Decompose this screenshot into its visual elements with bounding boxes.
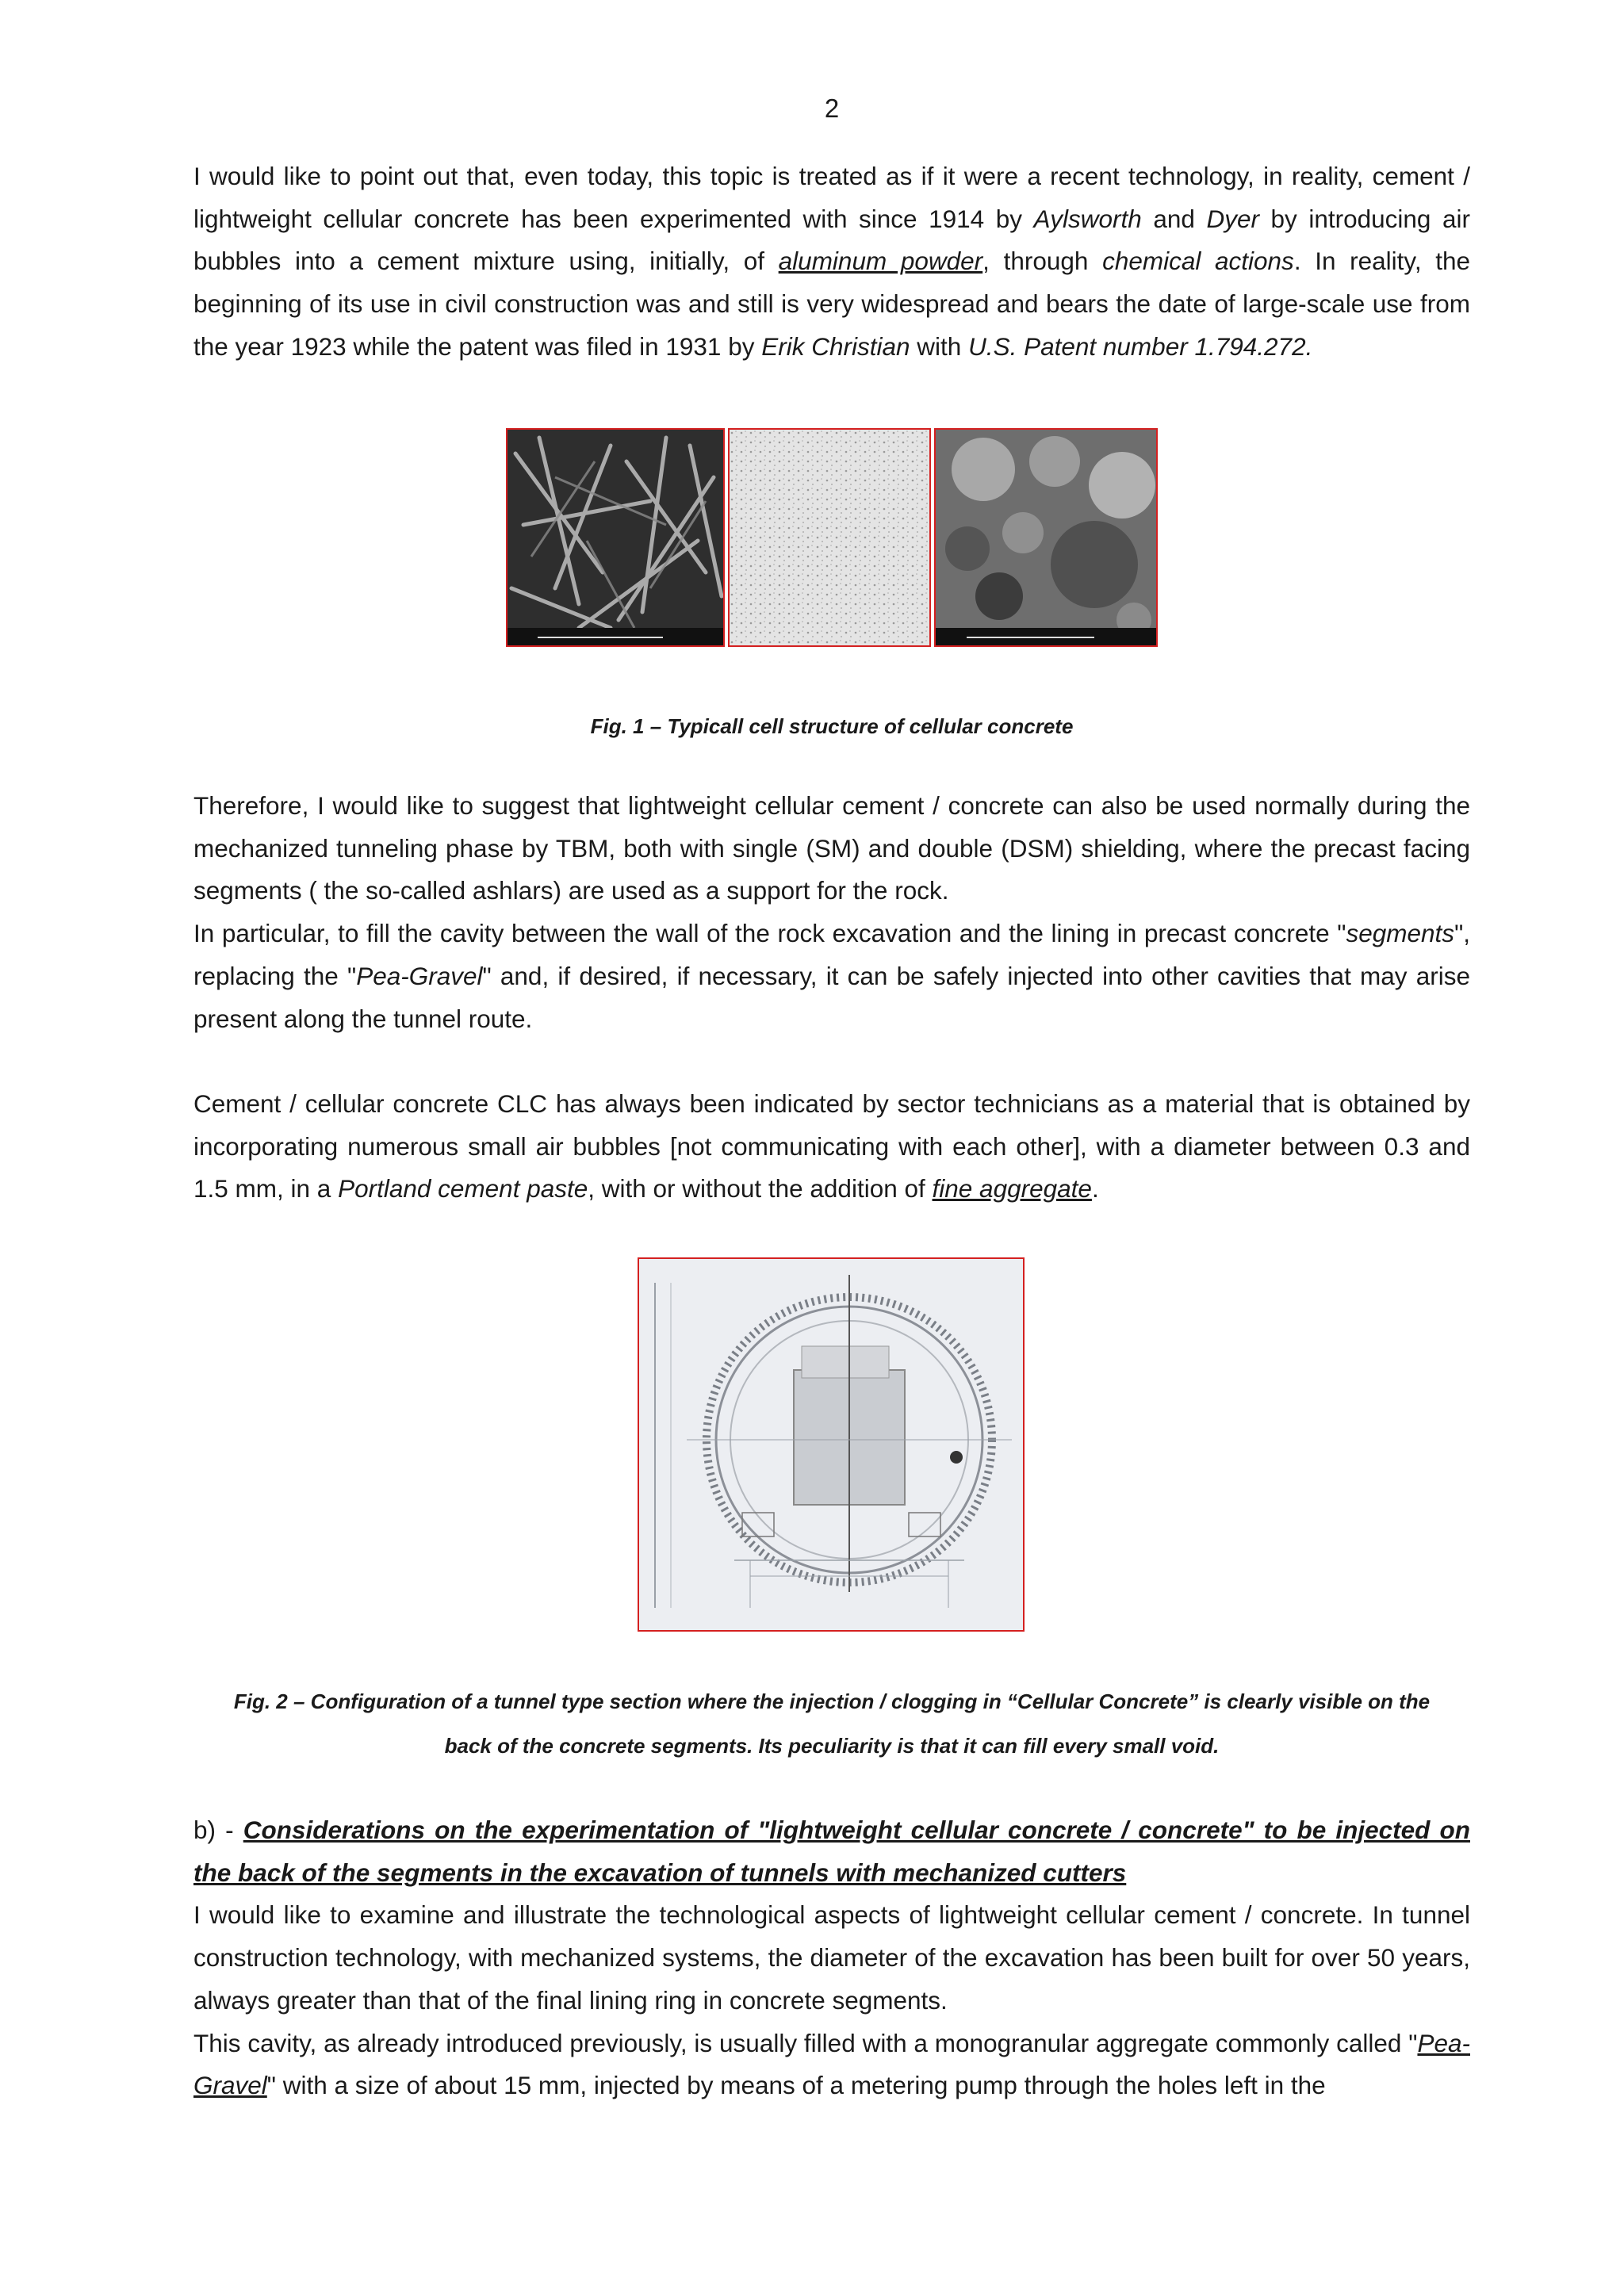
section-b-p2-text-1: This cavity, as already introduced previously, is usually filled with a monogranular aggregate commonly called " (193, 2028, 1418, 2057)
para1-text-2: and (1141, 204, 1207, 233)
figure-1-caption: Fig. 1 – Typicall cell structure of cellular concrete (590, 714, 1074, 738)
para4-text-2: , with or without the addition of (588, 1174, 933, 1203)
segments-term: segments (1346, 919, 1455, 948)
section-b-p2-text-2: " with a size of about 15 mm, injected by means of a metering pump through the holes left in the (266, 2071, 1326, 2100)
tbm-suggestion-text: Therefore, I would like to suggest that lightweight cellular cement / concrete can also be used normally during the mechanized tunneling phase by TBM, both with single (SM) and double (DSM) shielding, where the precast facing segments ( the so-called ashlars) are used as a support for the rock. (193, 791, 1470, 905)
micrograph-macro-pores-image (934, 428, 1158, 647)
figure-2-caption-line-2: back of the concrete segments. Its peculiarity is that it can fill every small void. (444, 1734, 1220, 1758)
page-number: 2 (824, 94, 840, 123)
para1-text-5: . In reality, the beginning of its use in civil construction was and still is very widespread and bears the date of large-scale use from the year 1923 while the patent was filed in 1931 by (193, 247, 1470, 361)
figure-2-caption-line-1: Fig. 2 – Configuration of a tunnel type section where the injection / clogging in “Cellular Concrete” is clearly visible on the (233, 1689, 1431, 1713)
name-aylsworth: Aylsworth (1033, 204, 1142, 233)
pea-gravel-link[interactable]: Pea-Gravel (193, 2028, 1470, 2100)
section-b-prefix: b) - (193, 1816, 243, 1844)
para4-text-1: Cement / cellular concrete CLC has always been indicated by sector technicians as a material that is obtained by incorporating numerous small air bubbles [not communicating with each other], with a diameter between 0.3 and 1.5 mm, in a (193, 1089, 1470, 1203)
tunnel-section-drawing (638, 1257, 1025, 1632)
patent-number: U.S. Patent number 1.794.272. (968, 331, 1313, 361)
pea-gravel-term: Pea-Gravel (356, 961, 483, 990)
clc-definition-paragraph (193, 1083, 1470, 1211)
para1-text-3: by introducing air bubbles into a cement mixture using, initially, of (193, 204, 1471, 276)
para3-text-2: ", replacing the " (193, 919, 1470, 990)
cavity-filling-text (193, 913, 1470, 1040)
intro-paragraph (193, 155, 1470, 369)
figure-2-caption (193, 1679, 1470, 1768)
section-b-paragraph-1: I would like to examine and illustrate the technological aspects of lightweight cellular cement / concrete. In tunnel construction technology, with mechanized systems, the diameter of the excavation has been built for over 50 years, always greater than that of the final lining ring in concrete segments. (193, 1900, 1470, 2015)
para1-text-1: I would like to point out that, even today, this topic is treated as if it were a recent technology, in reality, cement / lightweight cellular concrete has been experimented with since 1914 by (193, 162, 1470, 233)
para4-text-3: . (1091, 1174, 1099, 1203)
name-erik-christian: Erik Christian (761, 331, 910, 361)
section-b-heading-text: Considerations on the experimentation of "lightweight cellular concrete / concrete" to be injected on the back of the segments in the excavation of tunnels with mechanized cutters (193, 1816, 1470, 1887)
aluminum-powder-link[interactable]: aluminum powder (778, 247, 983, 276)
name-dyer: Dyer (1206, 204, 1259, 233)
fine-aggregate-link[interactable]: fine aggregate (932, 1174, 1092, 1203)
portland-cement-term: Portland cement paste (338, 1174, 588, 1203)
micrograph-fibrous-image (506, 428, 725, 647)
para1-text-4: , through (982, 247, 1103, 276)
section-b-heading (193, 1809, 1470, 1894)
para3-text-3: " and, if desired, if necessary, it can be safely injected into other cavities that may arise present along the tunnel route. (193, 961, 1470, 1033)
tbm-paragraph (193, 785, 1470, 1040)
section-b-paragraph-2 (193, 2022, 1470, 2107)
para3-text-1: In particular, to fill the cavity between the wall of the rock excavation and the lining in precast concrete " (193, 919, 1346, 948)
micrograph-fine-pores-image (728, 428, 931, 647)
chemical-actions-term: chemical actions (1102, 247, 1294, 276)
section-b (193, 1809, 1470, 2107)
para1-text-6: with (910, 331, 969, 361)
